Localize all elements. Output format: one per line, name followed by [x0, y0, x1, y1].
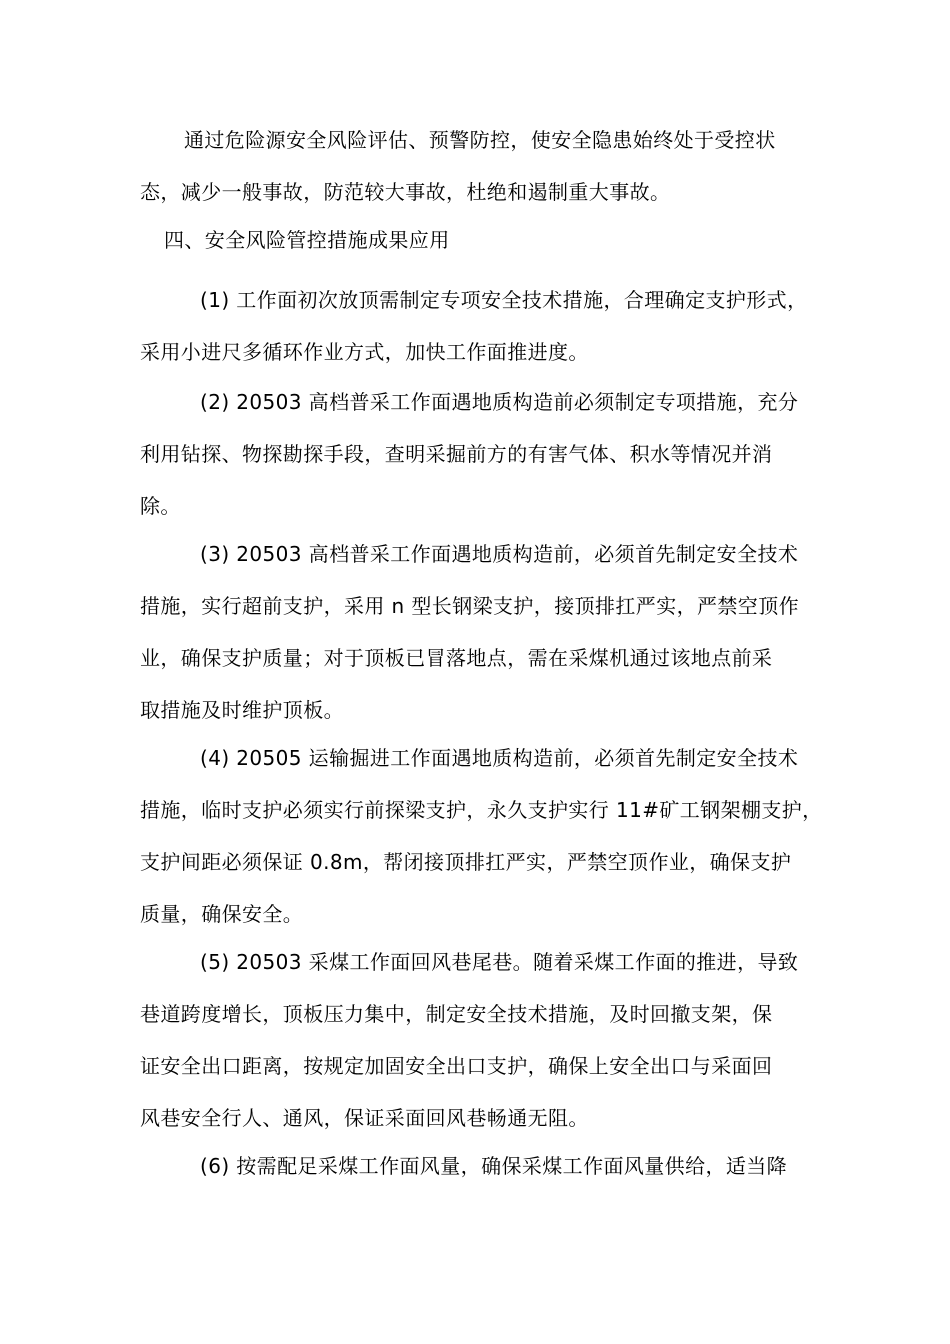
- measure-item-4: [140, 732, 830, 940]
- paragraph-line: (2) 20503 高档普采工作面遇地质构造前必须制定专项措施，充分: [200, 390, 799, 414]
- measure-item-5: [140, 936, 830, 1144]
- paragraph-line: 风巷安全行人、通风，保证采面回风巷畅通无阻。: [140, 1106, 589, 1130]
- paragraph-line: 业，确保支护质量；对于顶板已冒落地点，需在采煤机通过该地点前采: [140, 646, 773, 670]
- paragraph-line: (6) 按需配足采煤工作面风量，确保采煤工作面风量供给，适当降: [200, 1154, 788, 1178]
- paragraph-line: 取措施及时维护顶板。: [140, 698, 344, 722]
- paragraph-line: (3) 20503 高档普采工作面遇地质构造前，必须首先制定安全技术: [200, 542, 799, 566]
- measure-item-1: [140, 274, 830, 378]
- paragraph-line: 态，减少一般事故，防范较大事故，杜绝和遏制重大事故。: [140, 180, 671, 204]
- paragraph-line: (1) 工作面初次放顶需制定专项安全技术措施，合理确定支护形式，: [200, 288, 808, 312]
- paragraph-line: 措施，临时支护必须实行前探梁支护，永久支护实行 11#矿工钢架棚支护，: [140, 798, 823, 822]
- measure-item-3: [140, 528, 830, 736]
- intro-paragraph: [140, 114, 830, 218]
- paragraph-line: 支护间距必须保证 0.8m，帮闭接顶排扛严实，严禁空顶作业，确保支护: [140, 850, 792, 874]
- heading-text: 四、安全风险管控措施成果应用: [164, 228, 450, 252]
- paragraph-line: 除。: [140, 494, 181, 518]
- paragraph-line: 利用钻探、物探勘探手段，查明采掘前方的有害气体、积水等情况并消: [140, 442, 773, 466]
- measure-item-2: [140, 376, 830, 532]
- paragraph-line: 证安全出口距离，按规定加固安全出口支护，确保上安全出口与采面回: [140, 1054, 773, 1078]
- paragraph-line: 通过危险源安全风险评估、预警防控，使安全隐患始终处于受控状: [184, 128, 776, 152]
- paragraph-line: (4) 20505 运输掘进工作面遇地质构造前，必须首先制定安全技术: [200, 746, 799, 770]
- paragraph-line: 质量，确保安全。: [140, 902, 304, 926]
- paragraph-line: 巷道跨度增长，顶板压力集中，制定安全技术措施，及时回撤支架，保: [140, 1002, 773, 1026]
- paragraph-line: 采用小进尺多循环作业方式，加快工作面推进度。: [140, 340, 589, 364]
- measure-item-6: [140, 1140, 830, 1192]
- section-heading: [140, 214, 830, 266]
- paragraph-line: 措施，实行超前支护，采用 n 型长钢梁支护，接顶排扛严实，严禁空顶作: [140, 594, 799, 618]
- paragraph-line: (5) 20503 采煤工作面回风巷尾巷。随着采煤工作面的推进，导致: [200, 950, 799, 974]
